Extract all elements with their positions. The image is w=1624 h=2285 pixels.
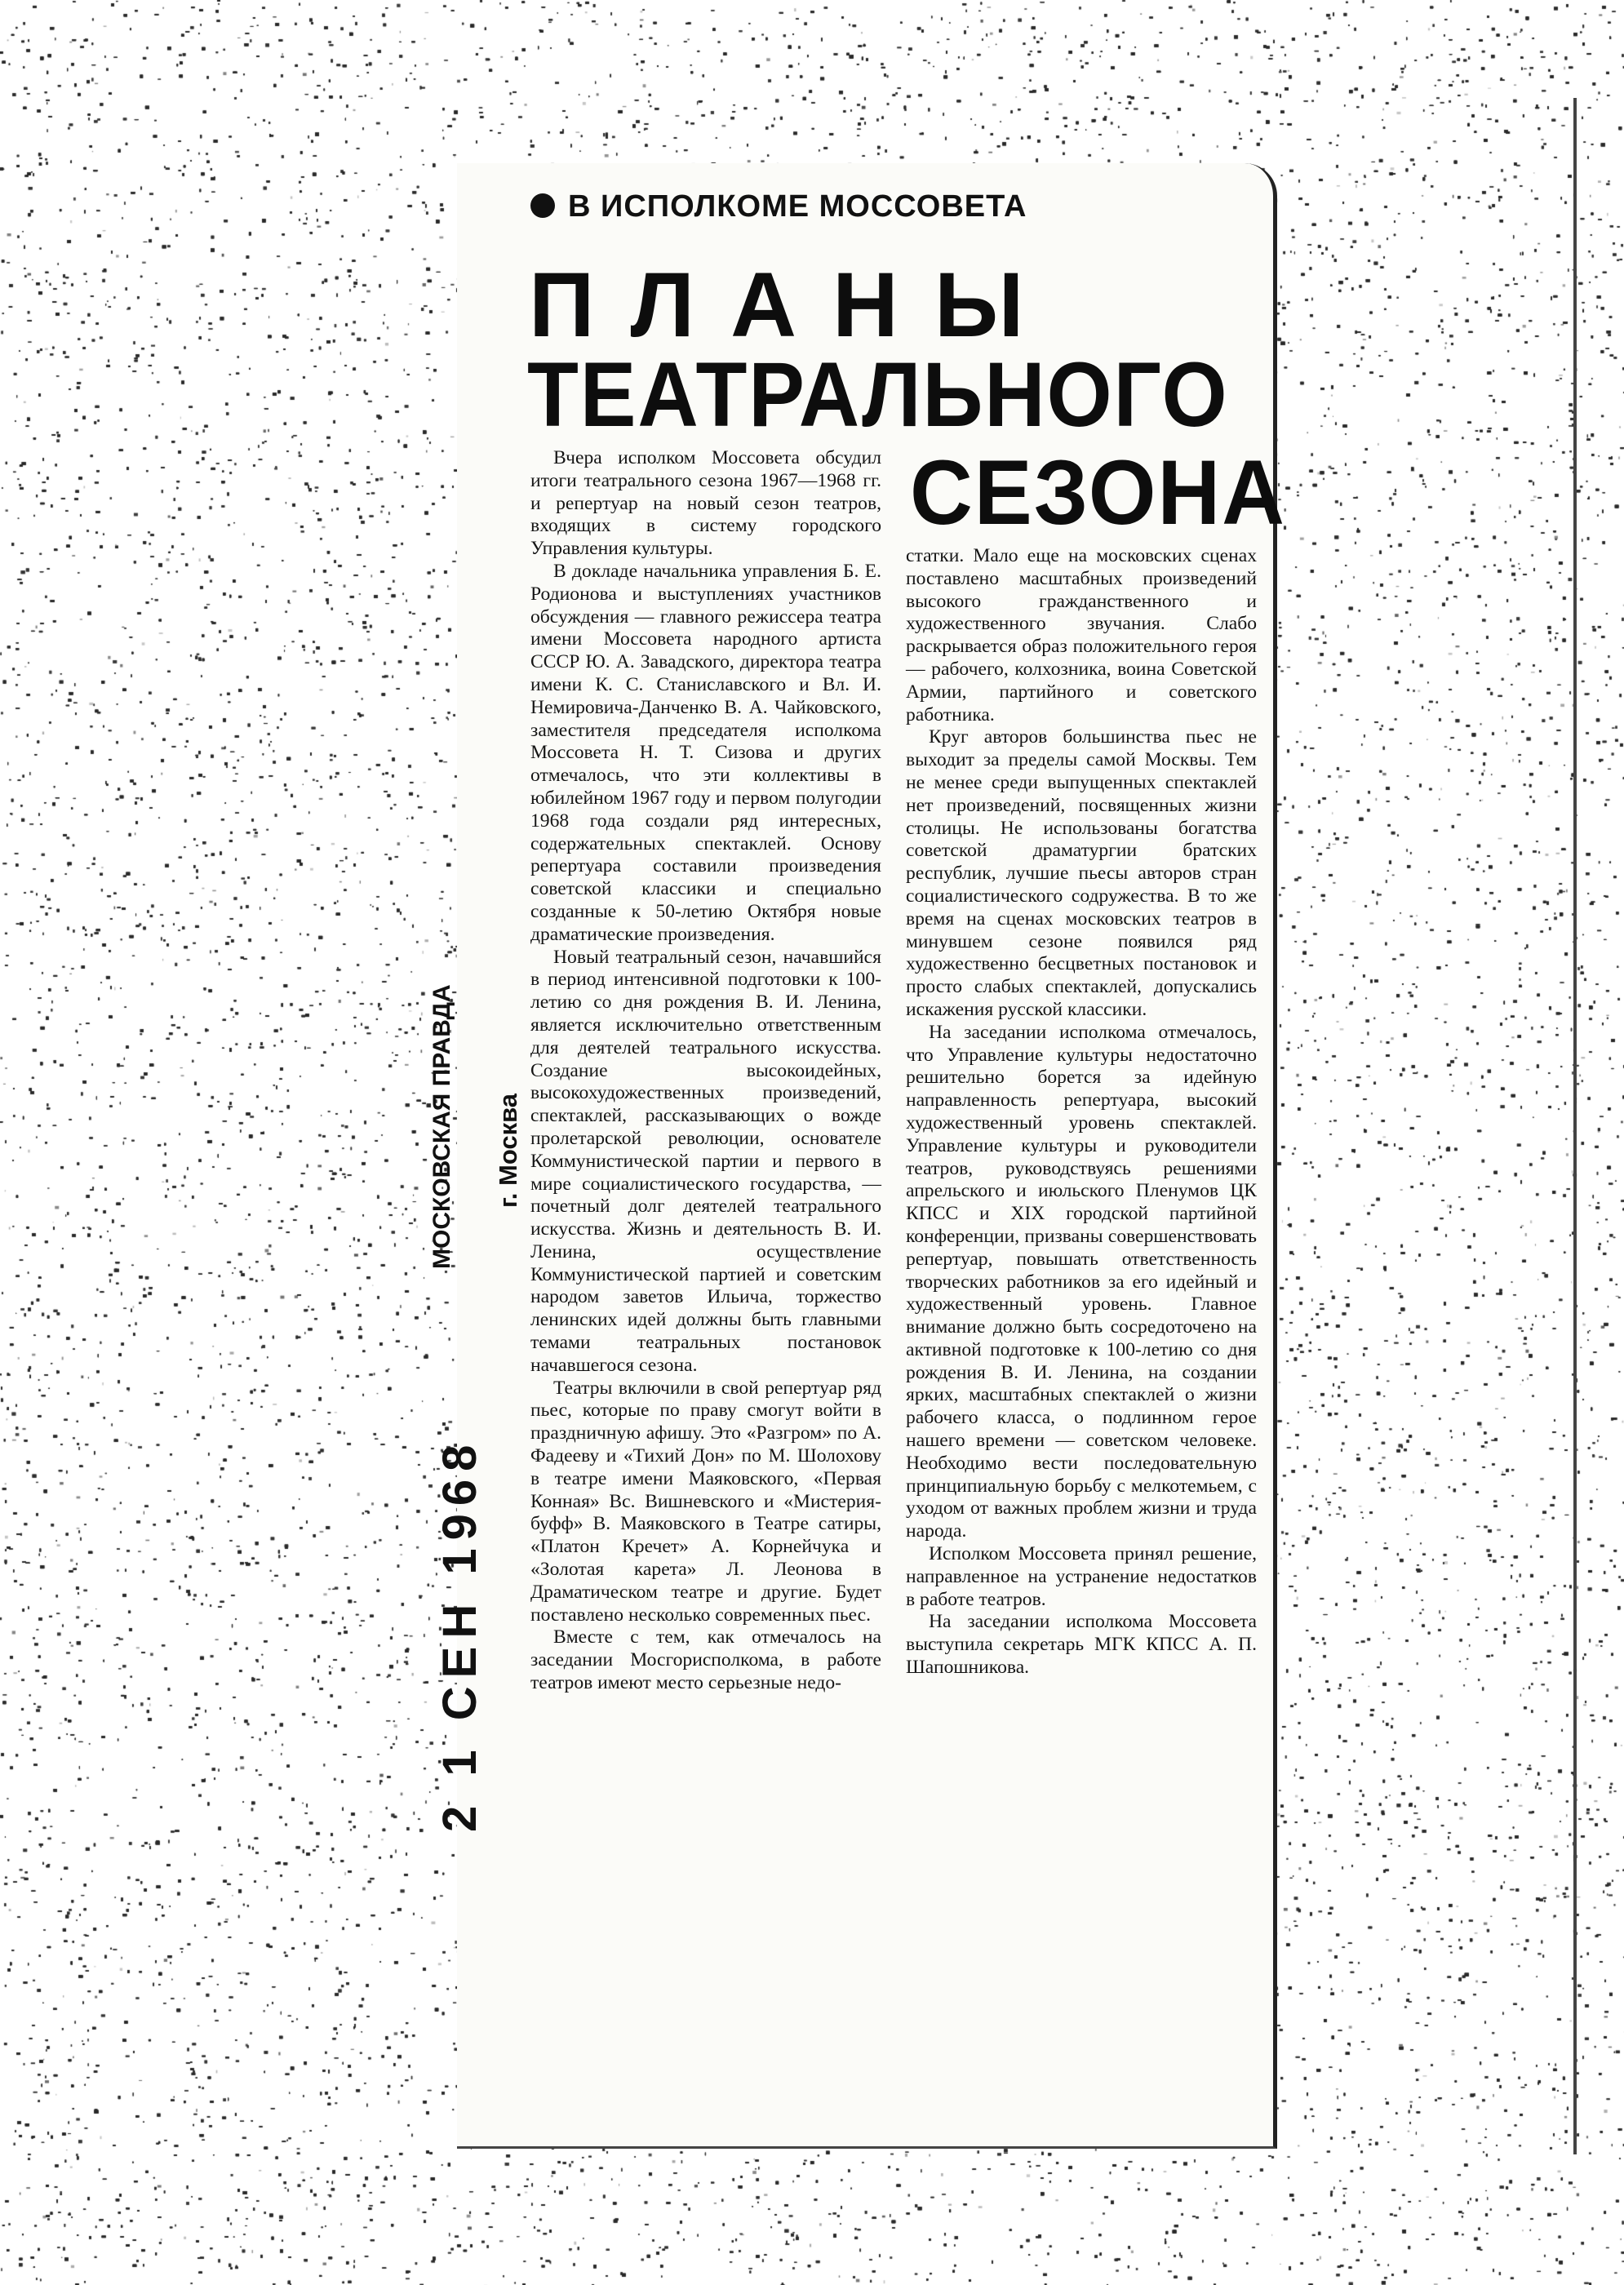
page-edge-rule (1573, 98, 1577, 2154)
headline-line-2: ТЕАТРАЛЬНОГО (527, 344, 1229, 446)
paragraph: Новый театральный сезон, начавшийся в период интенсивной подготовки к 100-летию со дня рождения В. И. Ленина, является исключительно ответственным для деятелей театрального искусства. Создание высокоидейных, высокохудожественных произведений, спектаклей, рассказывающих о вожде пролетарской революции, основателе Коммунистической партии и первого в мире социалистического государства, — почетный долг деятелей театрального искусства. Жизнь и деятельность В. И. Ленина, осуществление Коммунистической партией и советским народом заветов Ильича, торжество ленинских идей должны быть главными темами театральных постановок начавшегося сезона. (530, 946, 881, 1376)
stamp-date: 2 1 СЕН 1968 (433, 1436, 486, 1832)
headline-line-3: СЕЗОНА (910, 441, 1286, 544)
paragraph: Вместе с тем, как отмечалось на заседании Мосгорисполкома, в работе театров имеют место серьезные недо- (530, 1626, 881, 1694)
stamp-city: г. Москва (494, 1093, 522, 1208)
paragraph: Круг авторов большинства пьес не выходит за пределы самой Москвы. Тем не менее среди выпущенных спектаклей нет произведений, посвященных жизни столицы. Не использованы богатства советской драматургии братских республик, лучшие пьесы авторов стран социалистического содружества. В то же время на сценах московских театров в минувшем сезоне появился ряд художественно бесцветных постановок и просто слабых спектаклей, допускались искажения русской классики. (906, 726, 1257, 1020)
bullet-icon (530, 193, 555, 218)
rubric-text: В ИСПОЛКОМЕ МОССОВЕТА (568, 189, 1027, 224)
paragraph: Исполком Моссовета принял решение, направленное на устранение недостатков в работе театров. (906, 1543, 1257, 1610)
paragraph: Вчера исполком Моссовета обсудил итоги театрального сезона 1967—1968 гг. и репертуар на новый сезон театров, входящих в систему городского Управления культуры. (530, 447, 881, 560)
headline-line-1: ПЛАНЫ (529, 254, 1060, 356)
rubric-heading (530, 189, 1027, 224)
paragraph: В докладе начальника управления Б. Е. Родионова и выступлениях участников обсуждения — главного режиссера театра имени Моссовета народного артиста СССР Ю. А. Завадского, директора театра имени К. С. Станиславского и Вл. И. Немировича-Данченко В. А. Чайковского, заместителя председателя исполкома Моссовета Н. Т. Сизова и других отмечалось, что эти коллективы в юбилейном 1967 году и первом полугодии 1968 года создали ряд интересных, содержательных спектаклей. Основу репертуара составили произведения советской классики и специально созданные к 50-летию Октября новые драматические произведения. (530, 560, 881, 945)
paragraph: На заседании исполкома отмечалось, что Управление культуры недостаточно решительно борется за идейную направленность репертуара, высокий художественный уровень спектаклей. Управление культуры и руководители театров, руководствуясь решениями апрельского и июльского Пленумов ЦК КПСС и XIX городской партийной конференции, призваны совершенствовать репертуар, повышать ответственность творческих работников за его идейный и художественный уровень. Главное внимание должно быть сосредоточено на активной подготовке к 100-летию со дня рождения В. И. Ленина, на создании ярких, масштабных спектаклей о жизни рабочего класса, о подлинном герое нашего времени — советском человеке. Необходимо вести последовательную принципиальную борьбу с мелкотемьем, с уходом от важных проблем жизни и труда народа. (906, 1021, 1257, 1542)
article-column-1 (530, 447, 881, 1695)
paragraph: Театры включили в свой репертуар ряд пьес, которые по праву смогут войти в праздничную афишу. Это «Разгром» по А. Фадееву и «Тихий Дон» по М. Шолохову в театре имени Маяковского, «Первая Конная» Вс. Вишневского и «Мистерия-буфф» В. Маяковского в Театре сатиры, «Платон Кречет» А. Корнейчука и «Золотая карета» Л. Леонова в Драматическом театре и другие. Будет поставлено несколько современных пьес. (530, 1377, 881, 1626)
paragraph: статки. Мало еще на московских сценах поставлено масштабных произведений высокого гражданственного и художественного звучания. Слабо раскрывается образ положительного героя — рабочего, колхозника, воина Советской Армии, партийного и советского работника. (906, 545, 1257, 725)
stamp-newspaper-name: МОСКОВСКАЯ ПРАВДА (428, 984, 455, 1269)
paragraph: На заседании исполкома Моссовета выступила секретарь МГК КПСС А. П. Шапошникова. (906, 1611, 1257, 1679)
article-column-2 (906, 545, 1257, 1679)
